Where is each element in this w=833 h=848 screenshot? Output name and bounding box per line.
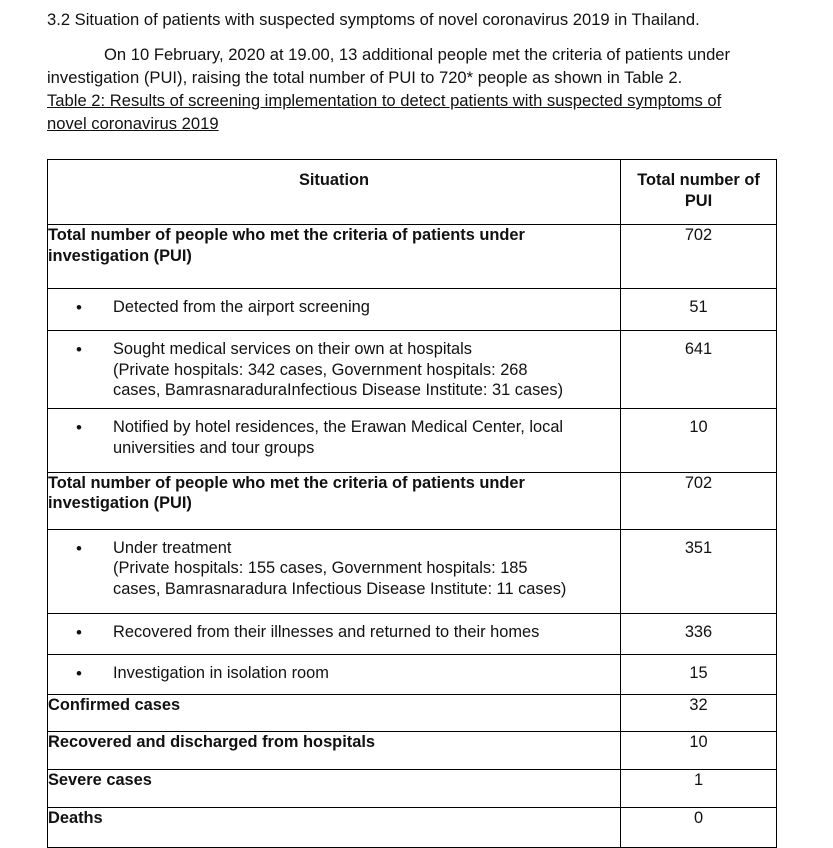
row-label-line: cases, Bamrasnaradura Infectious Disease Institute: 11 cases) [113, 580, 567, 598]
row-label [48, 473, 621, 530]
table-row [48, 473, 777, 530]
table-row [48, 289, 777, 331]
paragraph-line-2: investigation (PUI), raising the total number of PUI to 720* people as shown in Table 2. [47, 68, 683, 87]
table-row [48, 225, 777, 289]
row-value: 702 [621, 473, 777, 530]
row-label [48, 289, 621, 331]
table-row [48, 614, 777, 655]
table-row [48, 409, 777, 473]
row-label-line: Total number of people who met the criteria of patients under [48, 226, 525, 244]
table-header-row [48, 160, 777, 225]
row-value: 51 [621, 289, 777, 331]
row-label [48, 530, 621, 614]
row-value: 15 [621, 655, 777, 695]
bullet-icon [76, 339, 113, 400]
row-label-line: investigation (PUI) [48, 247, 192, 265]
bullet-icon [76, 417, 113, 459]
row-value: 32 [621, 695, 777, 732]
bullet-icon [76, 538, 113, 600]
row-value: 702 [621, 225, 777, 289]
table-row [48, 770, 777, 808]
table-caption-line-2: novel coronavirus 2019 [47, 114, 219, 133]
row-label: Deaths [48, 808, 621, 848]
row-value: 10 [621, 409, 777, 473]
row-label-line: universities and tour groups [113, 439, 315, 457]
header-total-line-2: PUI [684, 192, 713, 210]
bullet-icon [76, 297, 113, 319]
row-label [48, 614, 621, 655]
header-total [621, 160, 777, 225]
row-label-text: Detected from the airport screening [113, 298, 370, 316]
row-label: Severe cases [48, 770, 621, 808]
row-label [48, 409, 621, 473]
row-value: 0 [621, 808, 777, 848]
row-label: Confirmed cases [48, 695, 621, 732]
row-label-line: cases, BamrasnaraduraInfectious Disease Institute: 31 cases) [113, 381, 564, 399]
row-value: 336 [621, 614, 777, 655]
row-label [48, 331, 621, 409]
row-label-text: Investigation in isolation room [113, 664, 329, 682]
header-situation: Situation [48, 160, 621, 225]
table-row [48, 530, 777, 614]
row-value: 1 [621, 770, 777, 808]
row-label-line: Under treatment [113, 539, 232, 557]
row-label [48, 655, 621, 695]
table-row [48, 808, 777, 848]
bullet-icon [76, 622, 113, 644]
section-heading: 3.2 Situation of patients with suspected symptoms of novel coronavirus 2019 in Thailand. [47, 10, 700, 29]
table-row [48, 655, 777, 695]
row-value: 351 [621, 530, 777, 614]
table-caption-line-1: Table 2: Results of screening implementation to detect patients with suspected symptoms of [47, 91, 722, 110]
bullet-icon [76, 663, 113, 685]
screening-table [47, 159, 777, 848]
table-row [48, 331, 777, 409]
table-row [48, 732, 777, 770]
table-row [48, 695, 777, 732]
row-label-line: investigation (PUI) [48, 494, 192, 512]
row-value: 10 [621, 732, 777, 770]
row-label: Recovered and discharged from hospitals [48, 732, 621, 770]
row-value: 641 [621, 331, 777, 409]
row-label-line: Total number of people who met the criteria of patients under [48, 474, 525, 492]
row-label-line: (Private hospitals: 342 cases, Government hospitals: 268 [113, 361, 528, 379]
row-label-text: Recovered from their illnesses and returned to their homes [113, 623, 540, 641]
row-label-line: Notified by hotel residences, the Erawan Medical Center, local [113, 418, 564, 436]
row-label-line: (Private hospitals: 155 cases, Government hospitals: 185 [113, 559, 528, 577]
header-total-line-1: Total number of [637, 171, 760, 189]
paragraph-line-1: On 10 February, 2020 at 19.00, 13 additional people met the criteria of patients under [104, 45, 731, 64]
row-label-line: Sought medical services on their own at hospitals [113, 340, 472, 358]
row-label [48, 225, 621, 289]
